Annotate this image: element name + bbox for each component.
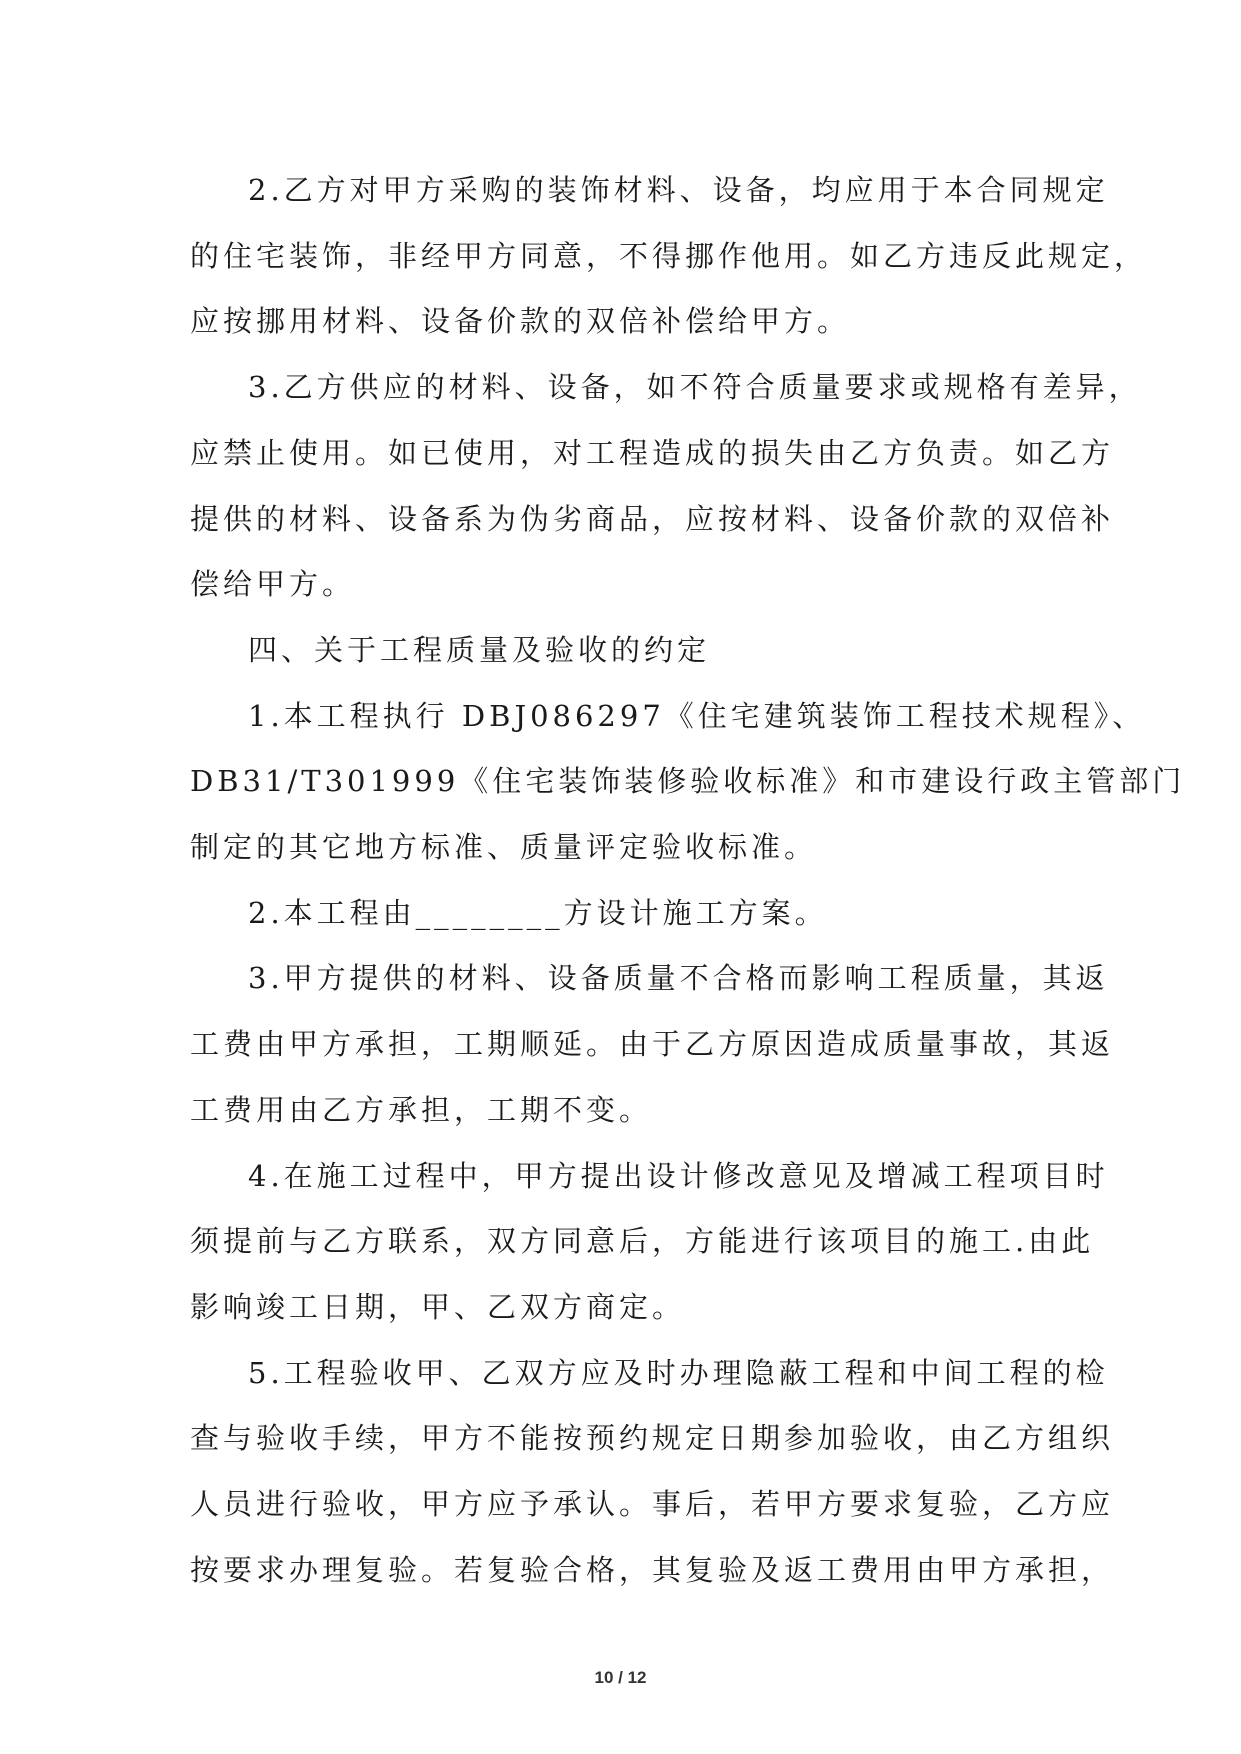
paragraph	[190, 684, 1186, 881]
paragraph	[190, 881, 1050, 947]
text-line: 工费用由乙方承担，工期不变。	[190, 1092, 653, 1127]
text-line: 四、关于工程质量及验收的约定	[248, 632, 711, 667]
text-line: DB31/T301999《住宅装饰装修验收标准》和市建设行政主管部门	[190, 764, 1186, 799]
paragraph	[190, 1144, 1109, 1341]
text-line: 4.在施工过程中，甲方提出设计修改意见及增减工程项目时	[248, 1158, 1109, 1193]
text-line: 3.乙方供应的材料、设备，如不符合质量要求或规格有差异，	[248, 370, 1142, 405]
text-line: 须提前与乙方联系，双方同意后，方能进行该项目的施工.由此	[190, 1224, 1095, 1259]
paragraph	[190, 158, 1148, 355]
text-line: 应按挪用材料、设备价款的双倍补偿给甲方。	[190, 304, 851, 339]
paragraph	[190, 1341, 1115, 1604]
text-line: 1.本工程执行 DBJ086297《住宅建筑装饰工程技术规程》、	[248, 698, 1146, 733]
document-body	[190, 158, 1186, 1603]
text-line: 查与验收手续，甲方不能按预约规定日期参加验收，由乙方组织	[190, 1421, 1115, 1456]
page-number: 10 / 12	[594, 1668, 647, 1687]
paragraph	[190, 946, 1115, 1143]
text-line: 人员进行验收，甲方应予承认。事后，若甲方要求复验，乙方应	[190, 1487, 1115, 1522]
text-line: 制定的其它地方标准、质量评定验收标准。	[190, 830, 818, 865]
text-line: 应禁止使用。如已使用，对工程造成的损失由乙方负责。如乙方	[190, 435, 1115, 470]
section-heading	[190, 618, 1050, 684]
text-line: 2.乙方对甲方采购的装饰材料、设备，均应用于本合同规定	[248, 173, 1109, 207]
text-line: 3.甲方提供的材料、设备质量不合格而影响工程质量，其返	[248, 961, 1109, 996]
text-line: 5.工程验收甲、乙双方应及时办理隐蔽工程和中间工程的检	[248, 1355, 1109, 1390]
text-line: 的住宅装饰，非经甲方同意，不得挪作他用。如乙方违反此规定，	[190, 238, 1148, 273]
text-line: 按要求办理复验。若复验合格，其复验及返工费用由甲方承担，	[190, 1552, 1115, 1587]
text-line: 影响竣工日期，甲、乙双方商定。	[190, 1289, 686, 1324]
text-line: 2.本工程由________方设计施工方案。	[248, 895, 828, 930]
text-line: 提供的材料、设备系为伪劣商品，应按材料、设备价款的双倍补	[190, 501, 1115, 536]
text-line: 偿给甲方。	[190, 567, 356, 602]
paragraph	[190, 355, 1142, 618]
text-line: 工费由甲方承担，工期顺延。由于乙方原因造成质量事故，其返	[190, 1027, 1115, 1062]
